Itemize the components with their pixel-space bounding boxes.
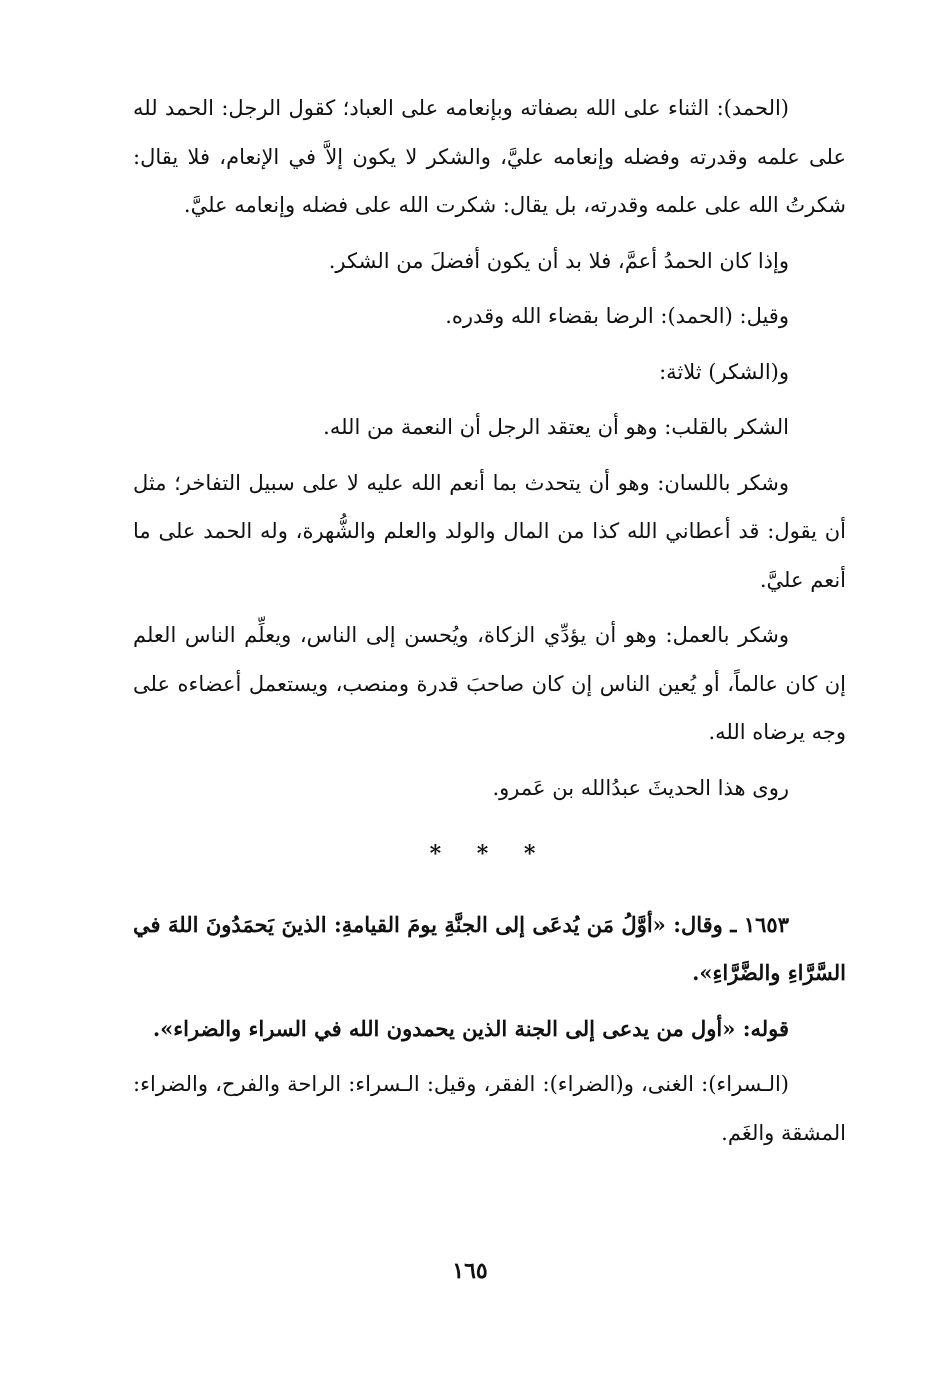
hadith-text: ١٦٥٣ ـ وقال: «أوَّلُ مَن يُدعَى إلى الجنَّةِ يومَ القيامةِ: الذينَ يَحمَدُونَ اللهَ في السَّرَّاءِ والضَّرَّاءِ». — [133, 911, 846, 985]
paragraph-shukr-tongue: وشكر باللسان: وهو أن يتحدث بما أنعم الله عليه لا على سبيل التفاخر؛ مثل أن يقول: قد أعطاني الله كذا من المال والولد والعلم والشُّهرة، وله الحمد على ما أنعم عليَّ. — [133, 470, 846, 592]
commentary-explanation: (الـسراء): الغنى، و(الضراء): الفقر، وقيل: الـسراء: الراحة والفرح، والضراء: المشقة والغَم. — [133, 1072, 846, 1145]
paragraph-narrator: روى هذا الحديثَ عبدُالله بن عَمرو. — [492, 775, 789, 800]
paragraph-shukr-deed: وشكر بالعمل: وهو أن يؤدِّي الزكاة، ويُحسن إلى الناس، ويعلِّم الناس العلم إن كان عالماً، أو يُعين الناس إن كان صاحبَ قدرة ومنصب، ويستعمل أعضاءه على وجه يرضاه الله. — [133, 623, 846, 744]
paragraph-shukr-three: و(الشكر) ثلاثة: — [659, 359, 789, 384]
paragraph-hamd-definition: (الحمد): الثناء على الله بصفاته وبإنعامه على العباد؛ كقول الرجل: الحمد لله على علمه وقدرته وفضله وإنعامه عليَّ، والشكر لا يكون إلاَّ في الإنعام، فلا يقال: شكرتُ الله على علمه وقدرته، بل يقال: شكرت الله على فضله وإنعامه عليَّ. — [133, 96, 846, 217]
paragraph-shukr-heart: الشكر بالقلب: وهو أن يعتقد الرجل أن النعمة من الله. — [323, 415, 789, 439]
page-body — [133, 84, 846, 1164]
page-number: ١٦٥ — [452, 1258, 488, 1284]
paragraph-hamd-general: وإذا كان الحمدُ أعمَّ، فلا بد أن يكون أفضلَ من الشكر. — [328, 248, 789, 273]
paragraph-hamd-rida: وقيل: (الحمد): الرضا بقضاء الله وقدره. — [445, 304, 789, 328]
section-separator: * * * — [429, 841, 550, 867]
commentary-quote: قوله: «أول من يدعى إلى الجنة الذين يحمدون الله في السراء والضراء». — [152, 1015, 789, 1041]
